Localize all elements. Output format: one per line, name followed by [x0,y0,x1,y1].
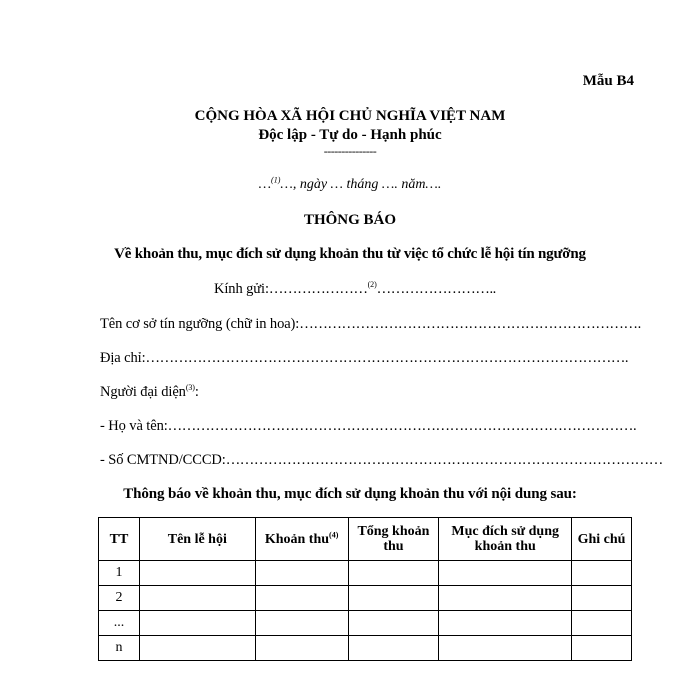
header-tt: TT [99,518,140,561]
table-row [99,636,632,661]
fullname-label: - Họ và tên: [100,418,168,434]
cell-notes[interactable] [572,611,632,636]
dateline [0,177,700,193]
cell-notes[interactable] [572,636,632,661]
recipient-dots-2: …………………….. [376,281,496,297]
cell-revenue[interactable] [255,561,348,586]
table-row [99,586,632,611]
recipient-label: Kính gửi: [214,281,269,297]
row-number: ... [99,611,140,636]
representative-line [100,384,199,401]
fullname-dots: ………………………………………………………………………………………. [167,418,637,434]
header-notes: Ghi chú [572,518,632,561]
facility-name-dots: ………………………………………………………………. [299,316,641,332]
address-label: Địa chỉ: [100,350,146,366]
fullname-line [100,418,636,435]
header-total-line1: Tổng khoản [357,524,430,539]
header-revenue [255,518,348,561]
id-number-dots: ………………………………………………………………………………… [225,452,663,468]
header-purpose [439,518,572,561]
representative-colon: : [194,384,199,400]
dateline-prefix: … [258,177,272,192]
cell-purpose[interactable] [439,611,572,636]
cell-total[interactable] [348,561,439,586]
dateline-note: (1) [271,175,281,185]
cell-total[interactable] [348,636,439,661]
row-number: 1 [99,561,140,586]
cell-festival[interactable] [139,611,255,636]
table-row [99,611,632,636]
dateline-rest: …, ngày … tháng …. năm…. [280,177,442,192]
cell-notes[interactable] [572,561,632,586]
cell-revenue[interactable] [255,636,348,661]
cell-festival[interactable] [139,636,255,661]
address-line [100,350,628,367]
cell-total[interactable] [348,611,439,636]
cell-notes[interactable] [572,586,632,611]
header-total [348,518,439,561]
country-name: CỘNG HÒA XÃ HỘI CHỦ NGHĨA VIỆT NAM [194,108,506,124]
header-total-line2: thu [383,539,404,554]
representative-note: (3) [185,383,195,393]
revenue-table [98,517,632,661]
document-subject: Về khoản thu, mục đích sử dụng khoản thu từ việc tổ chức lễ hội tín ngưỡng [114,246,586,262]
national-motto: Độc lập - Tự do - Hạnh phúc [258,127,442,143]
cell-festival[interactable] [139,586,255,611]
row-number: n [99,636,140,661]
recipient-note: (2) [367,280,377,290]
cell-festival[interactable] [139,561,255,586]
document-title: THÔNG BÁO [303,212,397,228]
cell-purpose[interactable] [439,561,572,586]
cell-purpose[interactable] [439,636,572,661]
header-revenue-label: Khoản thu [264,531,330,547]
table-intro: Thông báo về khoản thu, mục đích sử dụng khoản thu với nội dung sau: [123,486,577,502]
cell-total[interactable] [348,586,439,611]
header-purpose-line1: Mục đích sử dụng [451,524,560,539]
facility-name-line [100,316,641,333]
form-code: Mẫu B4 [582,73,634,89]
header-festival-name: Tên lễ hội [139,518,255,561]
address-dots: …………………………………………………………………………………………. [145,350,629,366]
recipient-line [214,281,496,298]
id-number-line [100,452,663,469]
header-purpose-line2: khoản thu [474,539,536,554]
facility-name-label: Tên cơ sở tín ngưỡng (chữ in hoa): [100,316,300,332]
recipient-dots-1: ………………… [268,281,368,297]
header-rule: --------------- [323,144,377,158]
table-row [99,561,632,586]
cell-revenue[interactable] [255,611,348,636]
cell-revenue[interactable] [255,586,348,611]
header-revenue-note: (4) [329,529,339,539]
table-header-row [99,518,632,561]
row-number: 2 [99,586,140,611]
id-number-label: - Số CMTND/CCCD: [100,452,226,468]
representative-label: Người đại diện [100,384,186,400]
cell-purpose[interactable] [439,586,572,611]
